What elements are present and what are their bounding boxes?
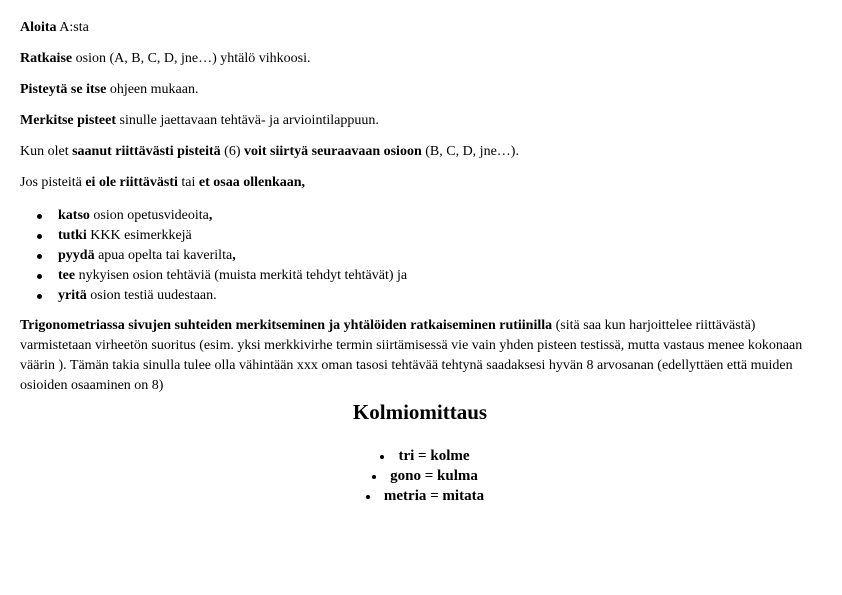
text-run-bold: tutki xyxy=(58,228,87,243)
text-run-bold: katso xyxy=(58,208,90,223)
etymology-text: tri = kolme xyxy=(398,448,470,464)
etymology-item-tri xyxy=(30,446,820,466)
help-list-item-tutki xyxy=(20,226,820,246)
paragraph-jos-pisteita xyxy=(20,175,820,190)
help-list-item-katso xyxy=(20,206,820,226)
paragraph-aloita xyxy=(20,20,820,35)
text-run-bold: yritä xyxy=(58,288,87,303)
bullet-icon xyxy=(37,254,42,259)
bullet-icon xyxy=(366,495,370,499)
paragraph-kun-olet xyxy=(20,144,820,159)
text-run-bold: Aloita xyxy=(20,20,57,35)
text-run: apua opelta tai kaverilta xyxy=(94,248,233,263)
text-run-bold: Pisteytä se itse xyxy=(20,82,107,97)
text-run: osion (A, B, C, D, jne…) yhtälö vihkoosi. xyxy=(72,51,311,66)
etymology-text: gono = kulma xyxy=(390,468,478,484)
text-run-bold: saanut riittävästi pisteitä xyxy=(72,144,221,159)
paragraph-pisteyta xyxy=(20,82,820,97)
text-run: KKK esimerkkejä xyxy=(86,228,192,243)
help-options-list xyxy=(20,206,820,306)
etymology-text: metria = mitata xyxy=(383,488,485,504)
text-run: ohjeen mukaan. xyxy=(106,82,199,97)
paragraph-ratkaise xyxy=(20,51,820,66)
text-run-bold: Ratkaise xyxy=(20,51,73,66)
bullet-icon xyxy=(37,294,42,299)
etymology-item-metria xyxy=(30,486,820,506)
paragraph-trigonometriassa xyxy=(20,316,820,396)
bullet-icon xyxy=(37,274,42,279)
paragraph-merkitse xyxy=(20,113,820,128)
section-title: Kolmiomittaus xyxy=(352,400,488,424)
text-run: Jos pisteitä xyxy=(20,175,86,190)
bullet-icon xyxy=(37,234,42,239)
text-run-bold: Merkitse pisteet xyxy=(20,113,117,128)
text-run: (6) xyxy=(220,144,244,159)
bullet-icon xyxy=(380,455,384,459)
help-list-item-yrita xyxy=(20,286,820,306)
text-run: osion testiä uudestaan. xyxy=(86,288,217,303)
text-run-bold: ei ole riittävästi xyxy=(85,175,178,190)
text-run-bold: voit siirtyä seuraavaan osioon xyxy=(244,144,422,159)
text-run-bold: , xyxy=(208,208,213,223)
text-run: osion opetusvideoita xyxy=(89,208,209,223)
text-run: sinulle jaettavaan tehtävä- ja arviointilappuun. xyxy=(116,113,379,128)
text-run: (B, C, D, jne…). xyxy=(421,144,519,159)
bullet-icon xyxy=(37,214,42,219)
help-list-item-pyyda xyxy=(20,246,820,266)
text-run-bold: tee xyxy=(58,268,76,283)
text-run: A:sta xyxy=(56,20,89,35)
bullet-icon xyxy=(372,475,376,479)
etymology-item-gono xyxy=(30,466,820,486)
text-run: Kun olet xyxy=(20,144,73,159)
etymology-list xyxy=(30,446,820,506)
text-run-bold: Trigonometriassa sivujen suhteiden merkitseminen ja yhtälöiden ratkaiseminen rutiinilla xyxy=(20,318,553,333)
text-run: (sitä saa kun harjoittelee riittävästä) varmistetaan virheetön suoritus (esim. yksi merkkivirhe termin siirtämisessä vie vain yhden pisteen testissä, mutta vastaus menee kokonaan väärin ). Tämän takia sinulla tulee olla vähintään xxx oman tasosi tehtävää tehtynä saadaksesi hyvän 8 arvosanan (edellyttäen että muiden osioiden osaaminen on 8) xyxy=(20,318,803,393)
text-run: tai xyxy=(177,175,199,190)
text-run-bold: , xyxy=(232,248,236,263)
text-run-bold: pyydä xyxy=(58,248,95,263)
text-run-bold: et osaa ollenkaan, xyxy=(198,175,306,190)
help-list-item-tee xyxy=(20,266,820,286)
text-run: nykyisen osion tehtäviä (muista merkitä tehdyt tehtävät) ja xyxy=(75,268,408,283)
